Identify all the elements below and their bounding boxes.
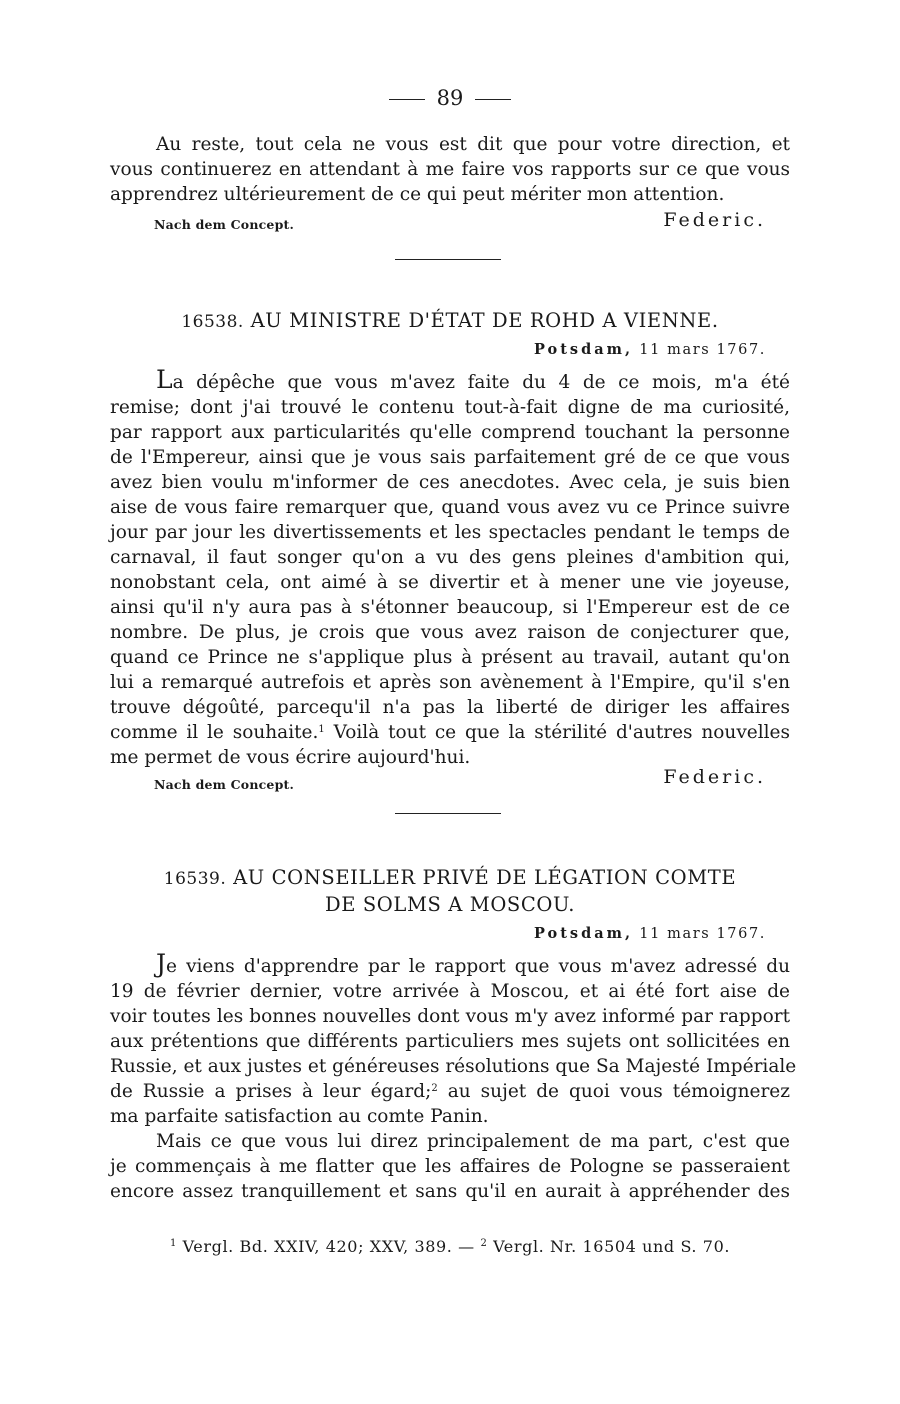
text-line: Mais ce que vous lui direz principalement de ma part, c'est que	[156, 1131, 790, 1152]
text-line: ainsi qu'il n'y aura pas à s'étonner beaucoup, si l'Empereur est de ce	[110, 597, 790, 618]
header-dash-left	[389, 99, 425, 100]
letter-heading-line2: DE SOLMS A MOSCOU.	[324, 893, 576, 916]
source-note: Nach dem Concept.	[154, 777, 295, 792]
text-line: comme il le souhaite.$^1$ Voilà tout ce que la stérilité d'autres nouvelles	[110, 722, 791, 743]
letter-title	[110, 308, 790, 335]
dateline-date: 11 mars 1767.	[639, 342, 766, 358]
footnotes	[110, 1237, 790, 1256]
letter-body	[110, 367, 790, 770]
footnote-separator: —	[458, 1237, 475, 1256]
text-line: de Russie a prises à leur égard;$^2$ au sujet de quoi vous témoignerez	[110, 1081, 790, 1102]
text-line: voir toutes les bonnes nouvelles dont vous m'y avez informé par rapport	[110, 1006, 790, 1027]
section-divider	[395, 259, 501, 260]
drop-cap: L	[156, 365, 173, 394]
text-line: remise; dont j'ai trouvé le contenu tout-à-fait digne de ma curiosité,	[110, 397, 790, 418]
page-header	[110, 86, 790, 110]
letter-heading: AU MINISTRE D'ÉTAT DE ROHD A VIENNE.	[250, 309, 719, 332]
letter-heading: AU CONSEILLER PRIVÉ DE LÉGATION COMTE	[233, 866, 737, 889]
text-line: Au reste, tout cela ne vous est dit que pour votre direction, et	[156, 134, 790, 155]
letter-number: 16539.	[163, 869, 227, 889]
text-line: apprendrez ultérieurement de ce qui peut mériter mon attention.	[110, 184, 725, 205]
text-line: aux prétentions que différents particuliers mes sujets ont sollicitées en	[110, 1031, 790, 1052]
text-line: nombre. De plus, je crois que vous avez raison de conjecturer que,	[110, 622, 790, 643]
intro-paragraph	[110, 132, 790, 207]
text-line: ma parfaite satisfaction au comte Panin.	[110, 1106, 489, 1127]
source-note: Nach dem Concept.	[154, 217, 295, 232]
text-line: aise de vous faire remarquer que, quand vous avez vu ce Prince suivre	[110, 497, 790, 518]
text-line: nonobstant cela, ont aimé à se divertir et à mener une vie joyeuse,	[110, 572, 790, 593]
letter-paragraph	[110, 1129, 790, 1204]
text-line: avez bien voulu m'informer de ces anecdotes. Avec cela, je suis bien	[110, 472, 790, 493]
footnote-mark: 2	[480, 1238, 488, 1249]
footnote-text: Vergl. Bd. XXIV, 420; XXV, 389.	[182, 1237, 453, 1256]
footnote-mark: 1	[169, 1238, 177, 1249]
text-line: par rapport aux particularités qu'elle comprend touchant la personne	[110, 422, 790, 443]
section-divider	[395, 813, 501, 814]
text-line: encore assez tranquillement et sans qu'il en aurait à appréhender des	[110, 1181, 790, 1202]
footnote-ref: 1	[318, 724, 325, 735]
header-dash-right	[475, 99, 511, 100]
signature: Federic.	[663, 766, 766, 788]
letter-number: 16538.	[181, 312, 244, 332]
dateline-place: Potsdam,	[534, 925, 634, 942]
letter-body	[110, 949, 797, 1129]
signature: Federic.	[663, 209, 766, 231]
text-line: de l'Empereur, ainsi que je vous sais parfaitement gré de ce que vous	[110, 447, 790, 468]
text-line: je commençais à me flatter que les affaires de Pologne se passeraient	[110, 1156, 790, 1177]
text-line: 19 de février dernier, votre arrivée à Moscou, et ai été fort aise de	[110, 981, 790, 1002]
dateline	[534, 341, 766, 358]
text-line: me permet de vous écrire aujourd'hui.	[110, 747, 471, 768]
text-line: vous continuerez en attendant à me faire vos rapports sur ce que vous	[110, 159, 790, 180]
dateline	[534, 925, 766, 942]
dateline-date: 11 mars 1767.	[639, 926, 766, 942]
text-line: carnaval, il faut songer qu'on a vu des gens pleines d'ambition qui,	[110, 547, 790, 568]
text-line: jour par jour les divertissements et les spectacles pendant le temps de	[110, 522, 790, 543]
letter-title	[110, 865, 790, 918]
page-number: 89	[436, 86, 464, 110]
text-line: quand ce Prince ne s'applique plus à présent au travail, autant qu'on	[110, 647, 790, 668]
footnote-text: Vergl. Nr. 16504 und S. 70.	[493, 1237, 731, 1256]
text-line: La dépêche que vous m'avez faite du 4 de ce mois, m'a été	[156, 365, 790, 394]
text-line: trouve dégoûté, parcequ'il n'a pas la liberté de diriger les affaires	[110, 697, 790, 718]
dateline-place: Potsdam,	[534, 341, 634, 358]
text-line: Russie, et aux justes et généreuses résolutions que Sa Majesté Impériale	[110, 1056, 797, 1077]
footnote-ref: 2	[431, 1083, 438, 1094]
drop-cap: J	[156, 949, 167, 978]
text-line: lui a remarqué autrefois et après son avènement à l'Empire, qu'il s'en	[110, 672, 790, 693]
text-line: Je viens d'apprendre par le rapport que vous m'avez adressé du	[156, 949, 790, 978]
